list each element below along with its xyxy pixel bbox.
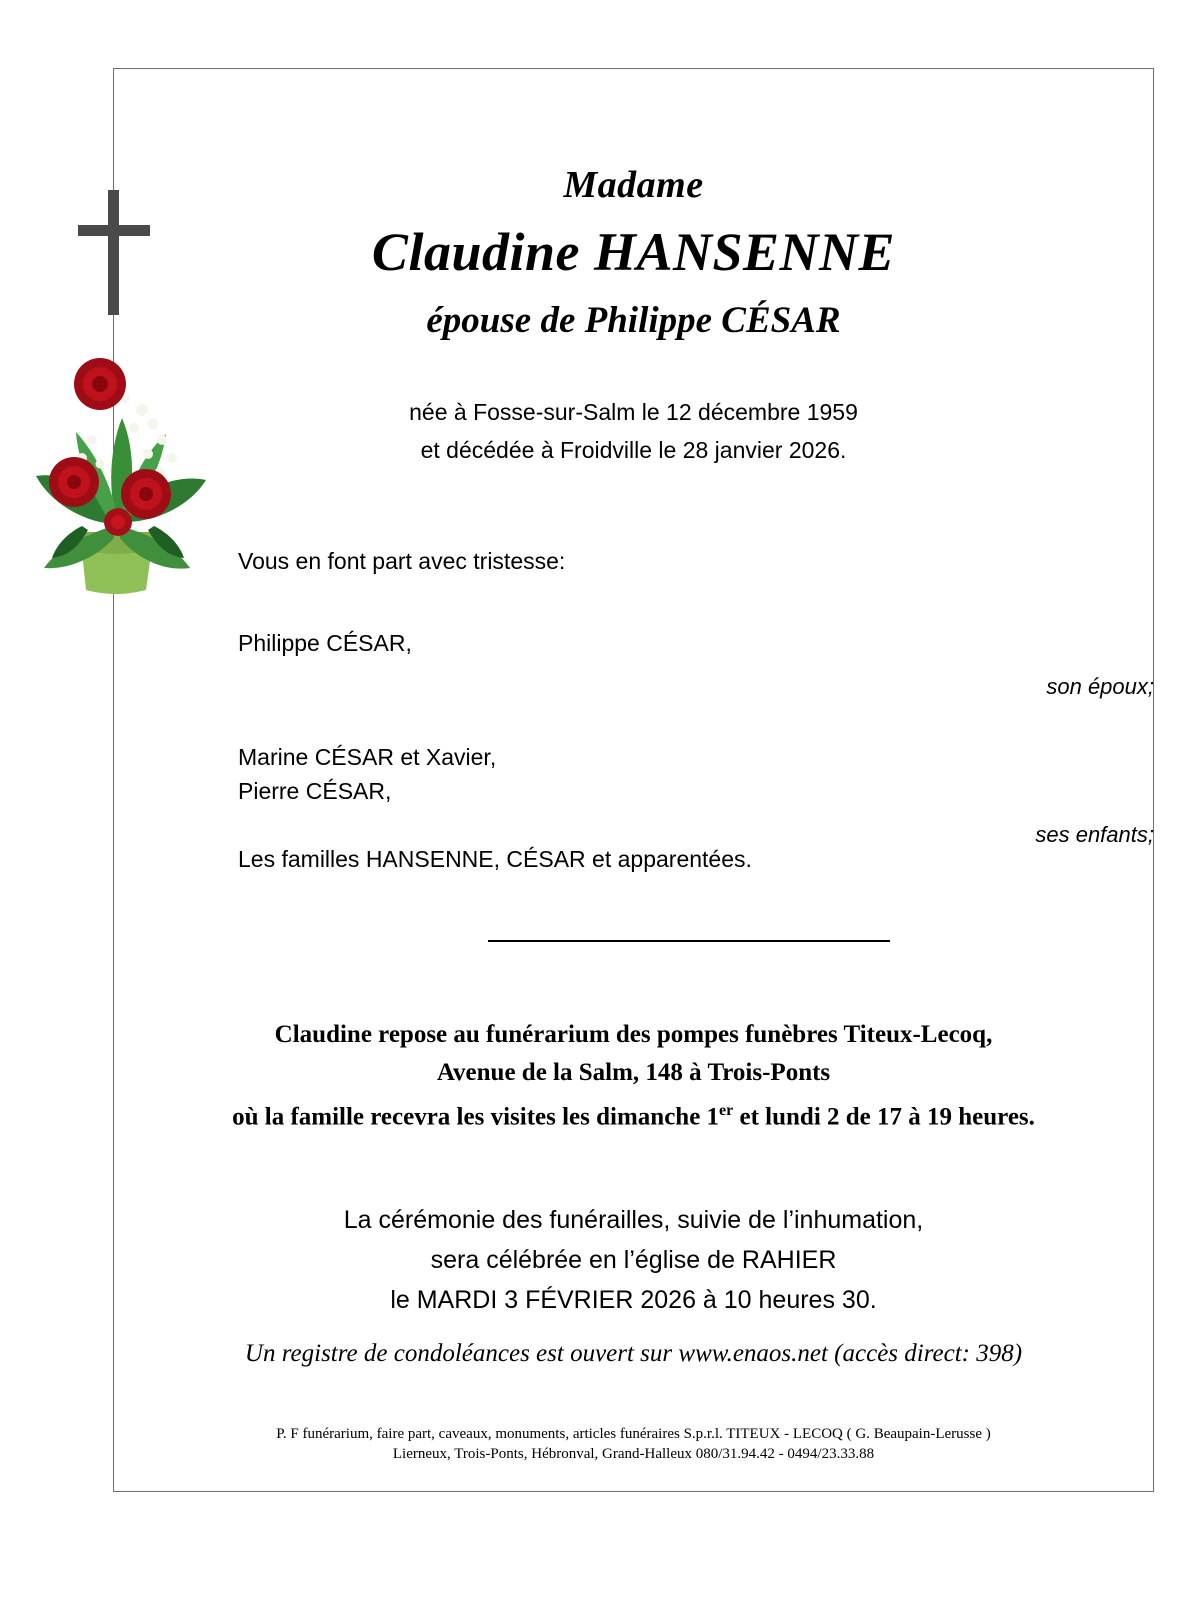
mourner-relation: ses enfants; [1035, 822, 1154, 847]
memorial-card-content [113, 68, 1154, 1492]
funerarium-line-2: Avenue de la Salm, 148 à Trois-Ponts [436, 1059, 831, 1086]
funerarium-line-3 [113, 1092, 1154, 1136]
footer-line-1: P. F funérarium, faire part, caveaux, monuments, articles funéraires S.p.r.l. TITEUX - LECOQ ( G. Beaupain-Lerusse ) [276, 1426, 991, 1442]
funerarium-block [113, 1016, 1154, 1136]
deceased-name: Claudine HANSENNE [371, 222, 896, 282]
funerarium-visits-before: où la famille recevra les visites les dimanche 1 [232, 1103, 720, 1131]
footer-line-2: Lierneux, Trois-Ponts, Hébronval, Grand-Halleux 080/31.94.42 - 0494/23.33.88 [392, 1446, 875, 1462]
ceremony-line-1: La cérémonie des funérailles, suivie de l’inhumation, [343, 1206, 924, 1234]
birth-line: née à Fosse-sur-Salm le 12 décembre 1959 [409, 399, 858, 425]
mourner-group [238, 626, 1154, 700]
birth-death-block [113, 393, 1154, 469]
mourner-name: Marine CÉSAR et Xavier, [238, 744, 497, 770]
ceremony-line-3: le MARDI 3 FÉVRIER 2026 à 10 heures 30. [390, 1286, 877, 1314]
funerarium-line-1: Claudine repose au funérarium des pompes funèbres Titeux-Lecoq, [274, 1021, 993, 1048]
mourner-relation: son époux; [1046, 674, 1154, 699]
ceremony-line-2: sera célébrée en l’église de RAHIER [430, 1246, 837, 1274]
ceremony-block [113, 1200, 1154, 1320]
funerarium-ordinal-suffix: er [719, 1102, 734, 1119]
mourner-group [238, 740, 1154, 848]
families-line: Les familles HANSENNE, CÉSAR et apparentées. [238, 846, 752, 872]
death-line: et décédée à Froidville le 28 janvier 2026. [420, 437, 847, 463]
funerarium-visits-after: et lundi 2 de 17 à 19 heures. [733, 1103, 1035, 1131]
spouse-of-line: épouse de Philippe CÉSAR [426, 300, 841, 341]
mourner-name: Philippe CÉSAR, [238, 630, 412, 656]
name-block [113, 163, 1154, 342]
mourner-name: Pierre CÉSAR, [238, 778, 392, 804]
announcement-line: Vous en font part avec tristesse: [238, 548, 566, 574]
undertaker-footer [113, 1424, 1154, 1464]
condolence-register-line: Un registre de condoléances est ouvert sur www.enaos.net (accès direct: 398) [244, 1340, 1023, 1367]
section-divider [488, 940, 890, 942]
mourners-list [238, 626, 1154, 848]
title-prefix: Madame [563, 164, 704, 206]
mourner-group-spacer [238, 700, 1154, 740]
